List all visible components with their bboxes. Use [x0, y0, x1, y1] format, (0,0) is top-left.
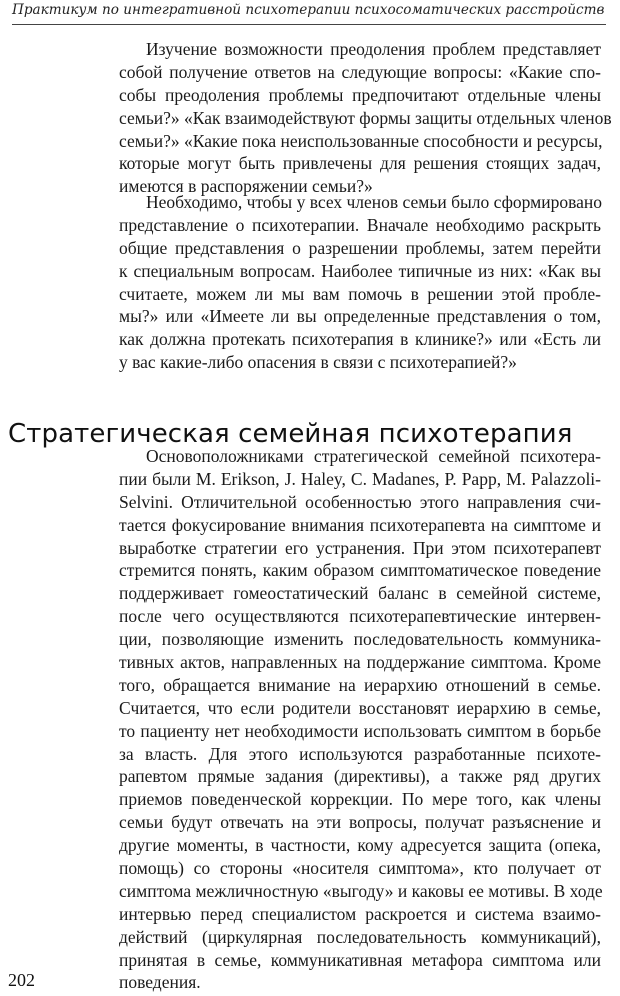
text-line: мы?» или «Имеете ли вы определенные представления о том,: [119, 306, 601, 327]
text-line: того, обращается внимание на иерархию отношений в семье.: [119, 674, 601, 695]
header-rule: [12, 24, 606, 25]
text-line: Основоположниками стратегической семейной психотера-: [146, 446, 601, 466]
text-line: рапевтом прямые задания (директивы), а также ряд других: [119, 766, 601, 787]
text-line: другие моменты, в частности, кому адресуется защита (опека,: [119, 835, 601, 856]
text-line: считаете, можем ли мы вам помочь в решении этой пробле-: [119, 283, 601, 304]
text-line: собы преодоления проблемы предпочитают отдельные члены: [119, 84, 601, 105]
text-line: семьи?» «Какие пока неиспользованные способности и ресурсы,: [119, 130, 603, 151]
text-line: интервью перед специалистом раскроется и система взаимо-: [119, 903, 601, 924]
text-line: тается фокусирование внимания психотерапевта на симптоме и: [119, 514, 601, 535]
paragraph-coping-questions: [119, 38, 612, 198]
text-line: действий (циркулярная последовательность коммуникаций),: [119, 926, 601, 947]
text-line: представление о психотерапии. Вначале необходимо раскрыть: [119, 214, 601, 235]
text-line: выработке стратегии его устранения. При этом психотерапевт: [119, 537, 601, 558]
paragraph-strategic-family-therapy: [119, 445, 601, 994]
text-line: приемов поведенческой коррекции. По мере того, как члены: [119, 789, 601, 810]
text-line: после чего осуществляются психотерапевтические интервен-: [119, 606, 601, 627]
text-line: принятая в семье, коммуникативная метафора симптома или: [119, 949, 601, 970]
text-line: то пациенту нет необходимости использовать симптом в борьбе: [119, 720, 601, 741]
text-line: ции, позволяющие изменить последовательность коммуника-: [119, 629, 601, 650]
text-line: симптома межличностную «выгоду» и каковы ее мотивы. В ходе: [119, 880, 603, 901]
text-line: Selvini. Отличительной особенностью этого направления счи-: [119, 491, 601, 512]
text-line: у вас какие-либо опасения в связи с психотерапией?»: [119, 352, 517, 373]
text-line: тивных актов, направленных на поддержание симптома. Кроме: [119, 652, 601, 673]
paragraph-psychotherapy-expectations: [119, 191, 601, 374]
section-heading: Стратегическая семейная психотерапия: [8, 418, 573, 449]
text-line: которые могут быть привлечены для решения стоящих задач,: [119, 153, 601, 174]
text-line: как должна протекать психотерапия в клинике?» или «Есть ли: [119, 329, 601, 350]
text-line: поддерживает гомеостатический баланс в семейной системе,: [119, 583, 601, 604]
text-line: Изучение возможности преодоления проблем представляет: [146, 39, 601, 59]
text-line: поведения.: [119, 972, 201, 993]
running-header: Практикум по интегративной психотерапии психосоматических расстройств: [12, 2, 605, 18]
text-line: семьи?» «Как взаимодействуют формы защиты отдельных членов: [119, 107, 612, 128]
text-line: собой получение ответов на следующие вопросы: «Какие спо-: [119, 61, 601, 82]
text-line: семьи будут отвечать на эти вопросы, получат разъяснение и: [119, 812, 601, 833]
text-line: Необходимо, чтобы у всех членов семьи было сформировано: [146, 192, 603, 212]
text-line: за власть. Для этого используются разработанные психоте-: [119, 743, 601, 764]
text-line: имеются в распоряжении семьи?»: [119, 176, 373, 197]
text-line: стремится понять, каким образом симптоматическое поведение: [119, 560, 601, 581]
page-number: 202: [8, 970, 35, 990]
text-line: Считается, что если родители восстановят иерархию в семье,: [119, 697, 601, 718]
text-line: пии были M. Erikson, J. Haley, C. Madanes, P. Papp, M. Palazzoli-: [119, 468, 601, 489]
text-line: помощь) со стороны «носителя симптома», кто получает от: [119, 858, 601, 879]
text-line: к специальным вопросам. Наиболее типичные из них: «Как вы: [119, 260, 601, 281]
text-line: общие представления о разрешении проблемы, затем перейти: [119, 237, 601, 258]
